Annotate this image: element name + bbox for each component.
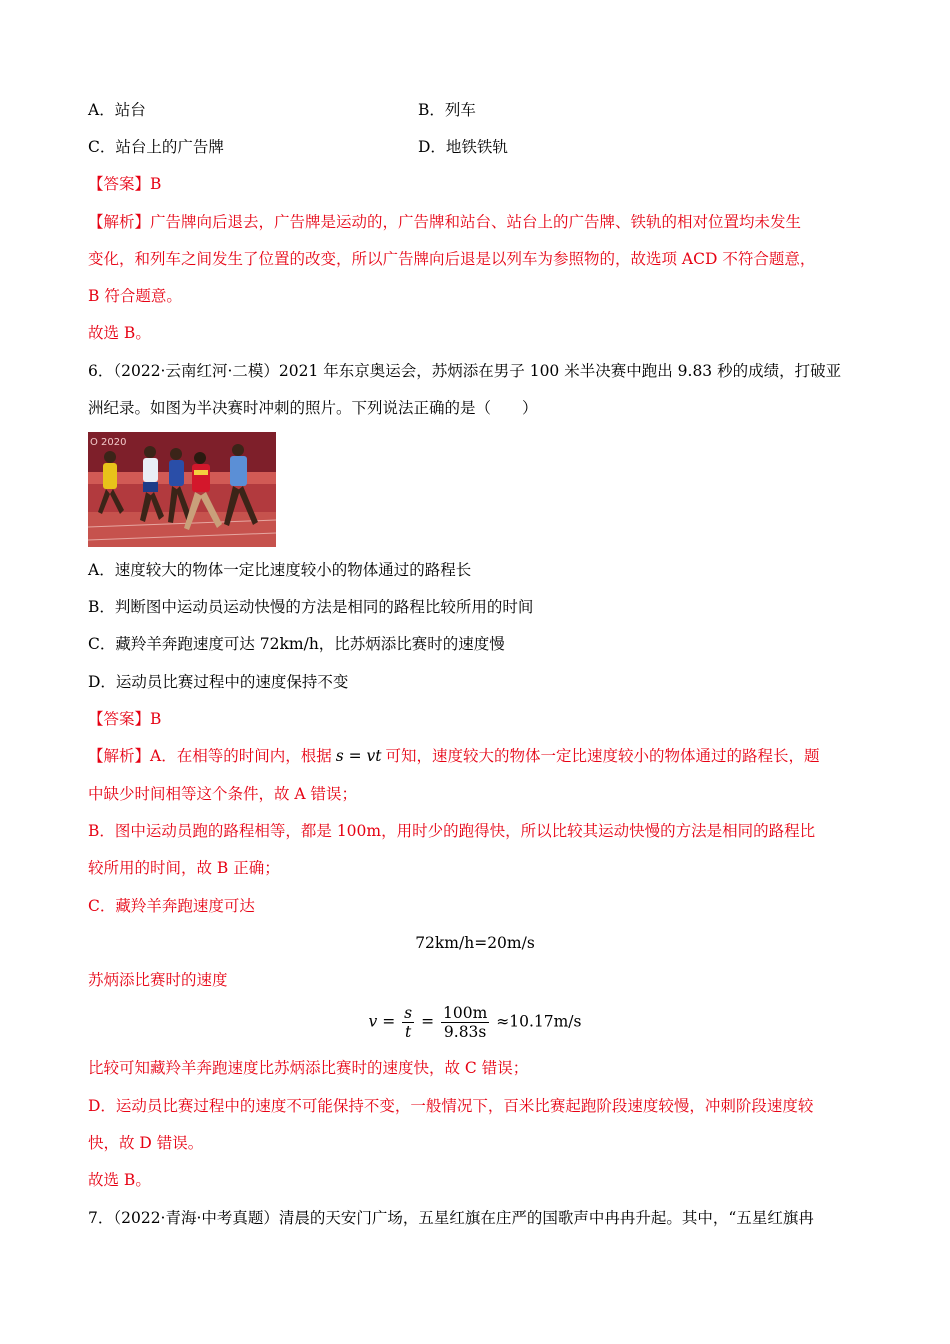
formula-s-over-t <box>402 1004 414 1041</box>
q6-analysis-a-pre: 【解析】A．在相等的时间内，根据 <box>88 747 332 765</box>
q6-analysis-b-line-2: 较所用的时间，故 B 正确； <box>88 859 280 877</box>
q6-analysis-a-line-2: 中缺少时间相等这个条件，故 A 错误； <box>88 785 358 803</box>
q5-option-a: A．站台 <box>88 101 146 119</box>
formula-eq-2: = <box>421 1012 435 1031</box>
formula-s: s <box>404 1004 413 1022</box>
speed-conversion: 72km/h=20m/s <box>415 934 535 952</box>
formula-numerator: 100m <box>443 1004 488 1022</box>
q5-answer: 【答案】B <box>88 175 162 193</box>
q6-analysis-d-line-2: 快，故 D 错误。 <box>88 1134 204 1152</box>
q6-option-b: B．判断图中运动员运动快慢的方法是相同的路程比较所用的时间 <box>88 598 534 616</box>
photo-banner-text: O 2020 <box>90 437 127 448</box>
q6-option-d: D．运动员比赛过程中的速度保持不变 <box>88 673 349 691</box>
sprint-photo <box>88 432 276 547</box>
q6-conclusion: 故选 B。 <box>88 1171 151 1189</box>
q6-analysis-a-line-1 <box>88 746 820 766</box>
q6-analysis-b-line-1: B．图中运动员跑的路程相等，都是 100m，用时少的跑得快，所以比较其运动快慢的方法是相同的路程比 <box>88 822 816 840</box>
speed-formula <box>0 1004 950 1041</box>
q6-analysis-c-line-2: 苏炳添比赛时的速度 <box>88 971 228 989</box>
q7-stem-line-1: 7．（2022·青海·中考真题）清晨的天安门广场，五星红旗在庄严的国歌声中冉冉升起。其中，“五星红旗冉 <box>88 1209 814 1227</box>
q6-option-a: A．速度较大的物体一定比速度较小的物体通过的路程长 <box>88 561 472 579</box>
q5-analysis-line-1: 【解析】广告牌向后退去，广告牌是运动的，广告牌和站台、站台上的广告牌、铁轨的相对位置均未发生 <box>88 213 802 231</box>
formula-eq-1: = <box>382 1012 396 1031</box>
q6-stem-line-1: 6．（2022·云南红河·二模）2021 年东京奥运会，苏炳添在男子 100 米半决赛中跑出 9.83 秒的成绩，打破亚 <box>88 362 842 380</box>
q6-answer: 【答案】B <box>88 710 162 728</box>
formula-t: t <box>405 1023 412 1041</box>
q5-option-c: C．站台上的广告牌 <box>88 138 224 156</box>
q6-stem-line-2: 洲纪录。如图为半决赛时冲刺的照片。下列说法正确的是（ ） <box>88 399 538 417</box>
formula-denominator: 9.83s <box>443 1023 487 1041</box>
q5-option-d: D．地铁铁轨 <box>418 138 508 156</box>
q6-analysis-d-line-1: D．运动员比赛过程中的速度不可能保持不变，一般情况下，百米比赛起跑阶段速度较慢，冲刺阶段速度较 <box>88 1097 814 1115</box>
q5-option-b: B．列车 <box>418 101 476 119</box>
formula-result: ≈10.17m/s <box>496 1012 582 1031</box>
formula-numeric-fraction <box>441 1004 489 1041</box>
q6-analysis-c-line-1: C．藏羚羊奔跑速度可达 <box>88 897 255 915</box>
q6-analysis-a-post: 可知，速度较大的物体一定比速度较小的物体通过的路程长，题 <box>385 747 820 765</box>
formula-v: v <box>368 1012 378 1031</box>
q6-option-c: C．藏羚羊奔跑速度可达 72km/h，比苏炳添比赛时的速度慢 <box>88 635 505 653</box>
formula-s-vt: s = vt <box>335 747 382 765</box>
q5-analysis-line-2: 变化，和列车之间发生了位置的改变，所以广告牌向后退是以列车为参照物的，故选项 ACD 不符合题意， <box>88 250 816 268</box>
q5-conclusion: 故选 B。 <box>88 324 151 342</box>
q6-analysis-c-line-3: 比较可知藏羚羊奔跑速度比苏炳添比赛时的速度快，故 C 错误； <box>88 1059 529 1077</box>
q5-analysis-line-3: B 符合题意。 <box>88 287 182 305</box>
